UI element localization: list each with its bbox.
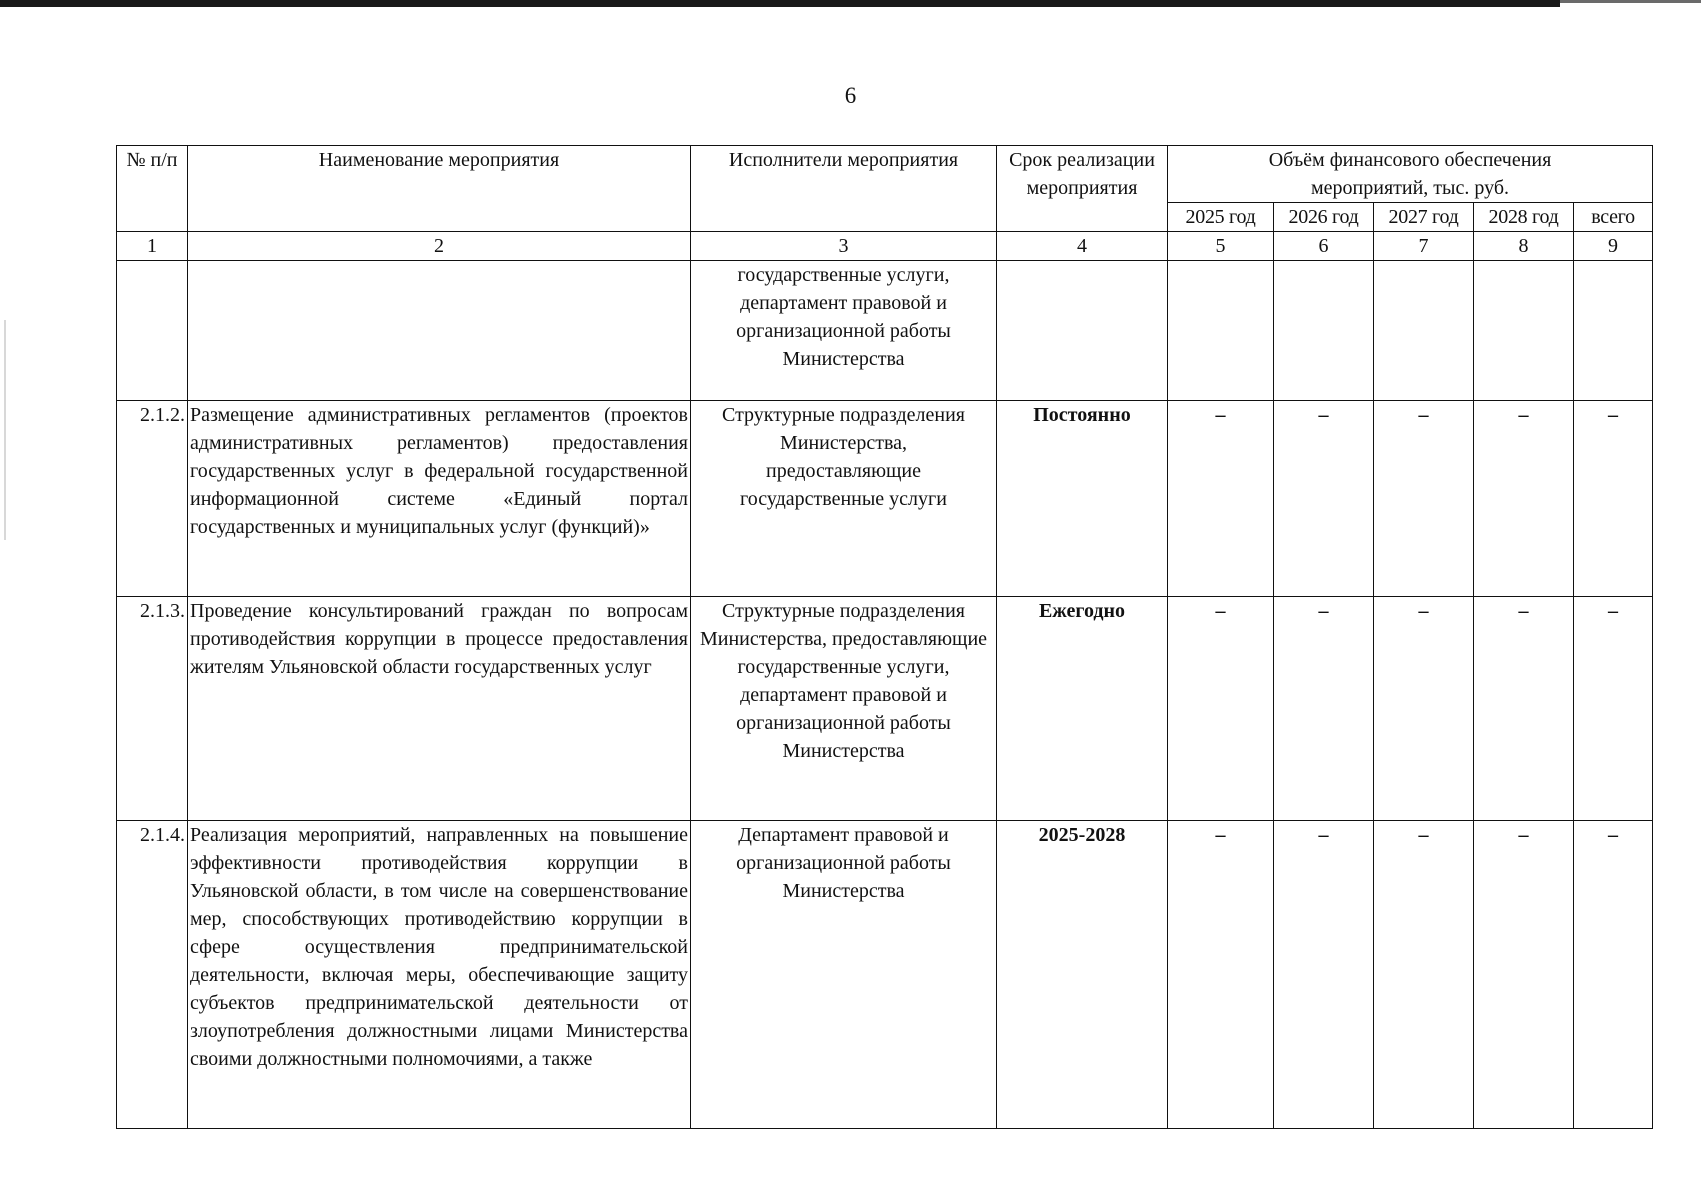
header-term: Срок реализации мероприятия — [997, 146, 1168, 232]
row-activity-name: Проведение консультирований граждан по вопросам противодействия коррупции в процессе предоставления жителям Ульяновской области государственных услуг — [188, 597, 691, 821]
table-row — [117, 401, 1653, 597]
header-year-2027: 2027 год — [1374, 203, 1474, 232]
row-value-2028: – — [1474, 401, 1574, 597]
row-value-2028: – — [1474, 821, 1574, 1129]
row-value-2028: – — [1474, 597, 1574, 821]
row-activity-name: Реализация мероприятий, направленных на повышение эффективности противодействия коррупции в Ульяновской области, в том числе на совершенствование мер, способствующих противодействию коррупции в сфере осуществления предпринимательской деятельности, включая меры, обеспечивающие защиту субъектов предпринимательской деятельности от злоупотребления должностными лицами Министерства своими должностными полномочиями, а также — [188, 821, 691, 1129]
row-number: 2.1.2. — [117, 401, 188, 597]
row-activity-name — [188, 261, 691, 401]
row-value-2025: – — [1168, 597, 1274, 821]
column-number: 9 — [1574, 232, 1653, 261]
column-number: 6 — [1274, 232, 1374, 261]
row-term: 2025-2028 — [997, 821, 1168, 1129]
row-executors: государственные услуги, департамент правовой и организационной работы Министерства — [691, 261, 997, 401]
row-value-2025: – — [1168, 821, 1274, 1129]
row-value-2028 — [1474, 261, 1574, 401]
column-number: 7 — [1374, 232, 1474, 261]
scan-top-edge — [0, 0, 1560, 7]
header-num: № п/п — [117, 146, 188, 232]
row-value-2025: – — [1168, 401, 1274, 597]
row-value-2026 — [1274, 261, 1374, 401]
row-value-2027: – — [1374, 821, 1474, 1129]
row-number — [117, 261, 188, 401]
column-number: 2 — [188, 232, 691, 261]
header-executors: Исполнители мероприятия — [691, 146, 997, 232]
table-row — [117, 261, 1653, 401]
row-term — [997, 261, 1168, 401]
row-value-2027: – — [1374, 401, 1474, 597]
row-value-2026: – — [1274, 821, 1374, 1129]
header-row-main — [117, 146, 1653, 203]
row-value-2026: – — [1274, 597, 1374, 821]
scan-left-mark — [4, 320, 6, 540]
row-executors: Структурные подразделения Министерства, предоставляющие государственные услуги — [691, 401, 997, 597]
header-year-2025: 2025 год — [1168, 203, 1274, 232]
row-executors: Департамент правовой и организационной работы Министерства — [691, 821, 997, 1129]
column-number: 8 — [1474, 232, 1574, 261]
column-numbers-row — [117, 232, 1653, 261]
header-total: всего — [1574, 203, 1653, 232]
row-term: Ежегодно — [997, 597, 1168, 821]
row-number: 2.1.4. — [117, 821, 188, 1129]
column-number: 1 — [117, 232, 188, 261]
action-plan-table — [116, 145, 1653, 1129]
column-number: 5 — [1168, 232, 1274, 261]
scan-top-edge-fade — [1560, 0, 1701, 3]
row-value-2026: – — [1274, 401, 1374, 597]
header-financing: Объём финансового обеспечения мероприятий, тыс. руб. — [1168, 146, 1653, 203]
row-value-2027 — [1374, 261, 1474, 401]
row-value-2027: – — [1374, 597, 1474, 821]
header-year-2026: 2026 год — [1274, 203, 1374, 232]
table-row — [117, 821, 1653, 1129]
column-number: 4 — [997, 232, 1168, 261]
row-value-total: – — [1574, 401, 1653, 597]
page-number: 6 — [844, 83, 857, 108]
table-row — [117, 597, 1653, 821]
row-term: Постоянно — [997, 401, 1168, 597]
row-value-total: – — [1574, 821, 1653, 1129]
header-name: Наименование мероприятия — [188, 146, 691, 232]
row-executors: Структурные подразделения Министерства, предоставляющие государственные услуги, департамент правовой и организационной работы Министерства — [691, 597, 997, 821]
header-year-2028: 2028 год — [1474, 203, 1574, 232]
row-number: 2.1.3. — [117, 597, 188, 821]
row-value-2025 — [1168, 261, 1274, 401]
row-value-total — [1574, 261, 1653, 401]
row-value-total: – — [1574, 597, 1653, 821]
column-number: 3 — [691, 232, 997, 261]
row-activity-name: Размещение административных регламентов (проектов административных регламентов) предоставления государственных услуг в федеральной государственной информационной системе «Единый портал государственных и муниципальных услуг (функций)» — [188, 401, 691, 597]
